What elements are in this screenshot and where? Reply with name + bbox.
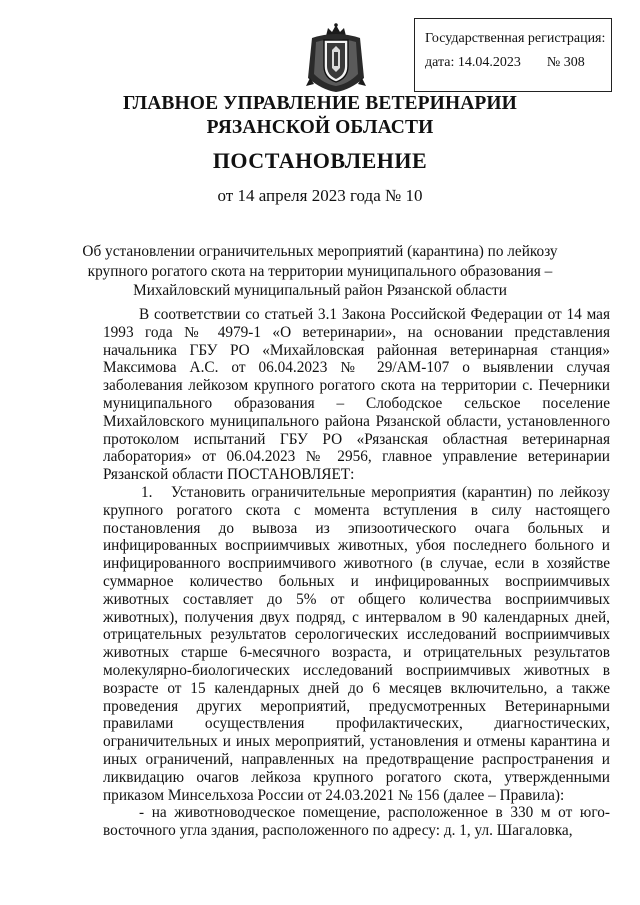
registration-number: № 308 bbox=[546, 55, 585, 70]
registration-date: дата: 14.04.2023 bbox=[425, 55, 521, 70]
document-date-number: от 14 апреля 2023 года № 10 bbox=[217, 186, 423, 205]
agency-name bbox=[0, 92, 640, 140]
document-type-heading: ПОСТАНОВЛЕНИЕ bbox=[212, 148, 428, 173]
item-1-number: 1. bbox=[141, 483, 153, 501]
document-subject: Об установлении ограничительных мероприятий (карантина) по лейкозу крупного рогатого скота на территории муниципального образования – Михайловский муниципальный район Рязанской области bbox=[82, 243, 558, 299]
registration-stamp bbox=[414, 18, 612, 92]
item-1-paragraph bbox=[103, 484, 610, 804]
preamble-paragraph: В соответствии со статьей 3.1 Закона Российской Федерации от 14 мая 1993 года № 4979-1 «О ветеринарии», на основании представления начальника ГБУ РО «Михайловская районная ветеринарная станция» Максимова А.С. от 06.04.2023 № 29/АМ-107 о выявлении случая заболевания лейкозом крупного рогатого скота на территории с. Печерники муниципального образования – Слободское сельское поселение Михайловского муниципального района Рязанской области, установленного протоколом испытаний ГБУ РО «Рязанская областная ветеринарная лаборатория» от 06.04.2023 № 2956, главное управление ветеринарии Рязанской области ПОСТАНОВЛЯЕТ: bbox=[103, 306, 610, 484]
item-1-text: Установить ограничительные мероприятия (карантин) по лейкозу крупного рогатого скота с момента вступления в силу настоящего постановления до вывоза из эпизоотического очага больных и инфицированных восприимчивых животных, убоя последнего больного и инфицированного восприимчивого животного (в случае, если в хозяйстве суммарное количество больных и инфицированных восприимчивых животных составляет до 5% от общего количества восприимчивых животных), получения двух подряд, с интервалом в 90 календарных дней, отрицательных результатов серологических исследований восприимчивых животных старше 6-месячного возраста, и отрицательных результатов молекулярно-биологических исследований восприимчивых животных в возрасте от 15 календарных дней до 6 месяцев включительно, а также проведения других мероприятий, предусмотренных Ветеринарными правилами осуществления профилактических, диагностических, ограничительных и иных мероприятий, установления и отмены карантина и иных ограничений, направленных на предотвращение распространения и ликвидацию очагов лейкоза крупного рогатого скота, утвержденными приказом Минсельхоза России от 24.03.2021 № 156 (далее – Правила): bbox=[103, 483, 610, 804]
coat-of-arms-emblem bbox=[302, 22, 370, 94]
registration-title: Государственная регистрация: bbox=[425, 31, 606, 46]
document-body bbox=[103, 306, 610, 840]
subitem-paragraph: - на животноводческое помещение, расположенное в 330 м от юго-восточного угла здания, расположенного по адресу: д. 1, ул. Шагаловка, bbox=[103, 804, 610, 840]
registration-details bbox=[425, 51, 611, 75]
agency-name-line1: ГЛАВНОЕ УПРАВЛЕНИЕ ВЕТЕРИНАРИИ bbox=[123, 93, 517, 114]
agency-name-line2: РЯЗАНСКОЙ ОБЛАСТИ bbox=[206, 117, 434, 138]
